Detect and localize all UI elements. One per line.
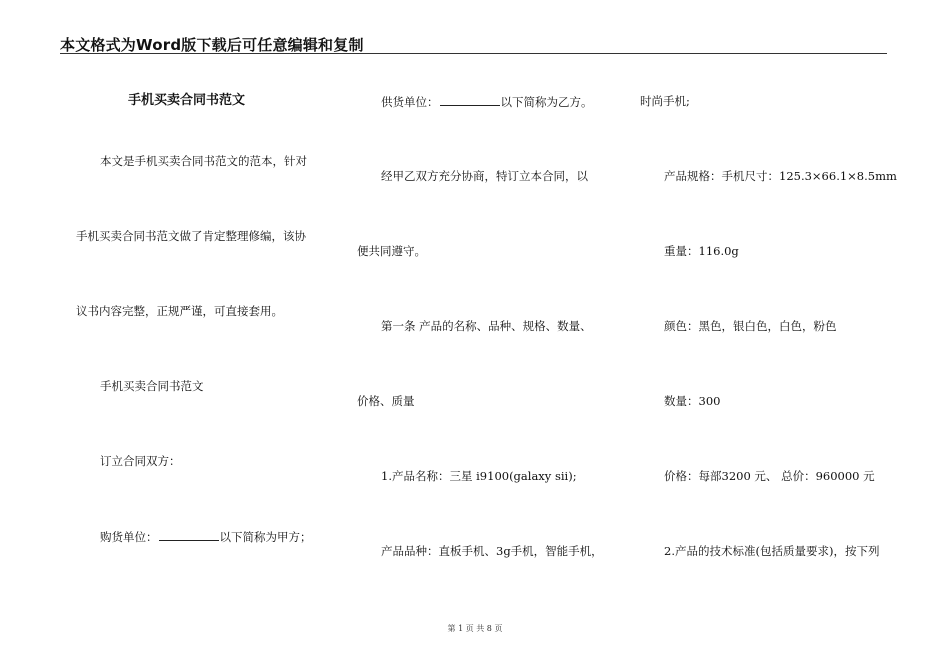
tech-standard: 2.产品的技术标准(包括质量要求)，按下列 [664, 544, 880, 558]
intro-line-1: 本文是手机买卖合同书范文的范本，针对 [100, 154, 307, 168]
article-1-heading: 第一条 产品的名称、品种、规格、数量、 [381, 319, 592, 333]
column-middle [357, 0, 637, 672]
buyer-blank [159, 529, 219, 541]
page-number: 第 1 页 共 8 页 [447, 624, 503, 633]
intro-line-3: 议书内容完整，正规严谨，可直接套用。 [76, 304, 283, 318]
seller-label: 供货单位： [381, 95, 439, 109]
product-price: 价格：每部3200 元、 总价：960000 元 [664, 469, 875, 483]
product-type-cont: 时尚手机; [640, 94, 690, 108]
product-spec: 产品规格：手机尺寸：125.3×66.1×8.5mm [664, 169, 897, 183]
parties-label: 订立合同双方： [100, 454, 181, 468]
product-name: 1.产品名称：三星 i9100(galaxy sii); [381, 469, 577, 483]
seller-alias: 以下简称为乙方。 [500, 95, 593, 109]
document-title: 手机买卖合同书范文 [128, 93, 246, 108]
document-header: 本文格式为Word版下载后可任意编辑和复制 [60, 36, 364, 54]
seller-blank [440, 94, 500, 106]
column-right [640, 0, 900, 672]
agreement-line-1: 经甲乙双方充分协商，特订立本合同，以 [381, 169, 588, 183]
buyer-line [100, 529, 312, 544]
product-weight: 重量：116.0g [664, 244, 739, 258]
article-1-heading-cont: 价格、质量 [357, 394, 415, 408]
intro-line-2: 手机买卖合同书范文做了肯定整理修编，该协 [76, 229, 306, 243]
column-left [76, 0, 336, 672]
agreement-line-2: 便共同遵守。 [357, 244, 426, 258]
seller-line [381, 94, 593, 109]
product-type: 产品品种：直板手机、3g手机，智能手机， [381, 544, 603, 558]
product-quantity: 数量：300 [664, 394, 721, 408]
product-color: 颜色：黑色，银白色，白色，粉色 [664, 319, 837, 333]
section-subtitle: 手机买卖合同书范文 [100, 379, 204, 393]
buyer-label: 购货单位： [100, 530, 158, 544]
buyer-alias: 以下简称为甲方； [219, 530, 312, 544]
